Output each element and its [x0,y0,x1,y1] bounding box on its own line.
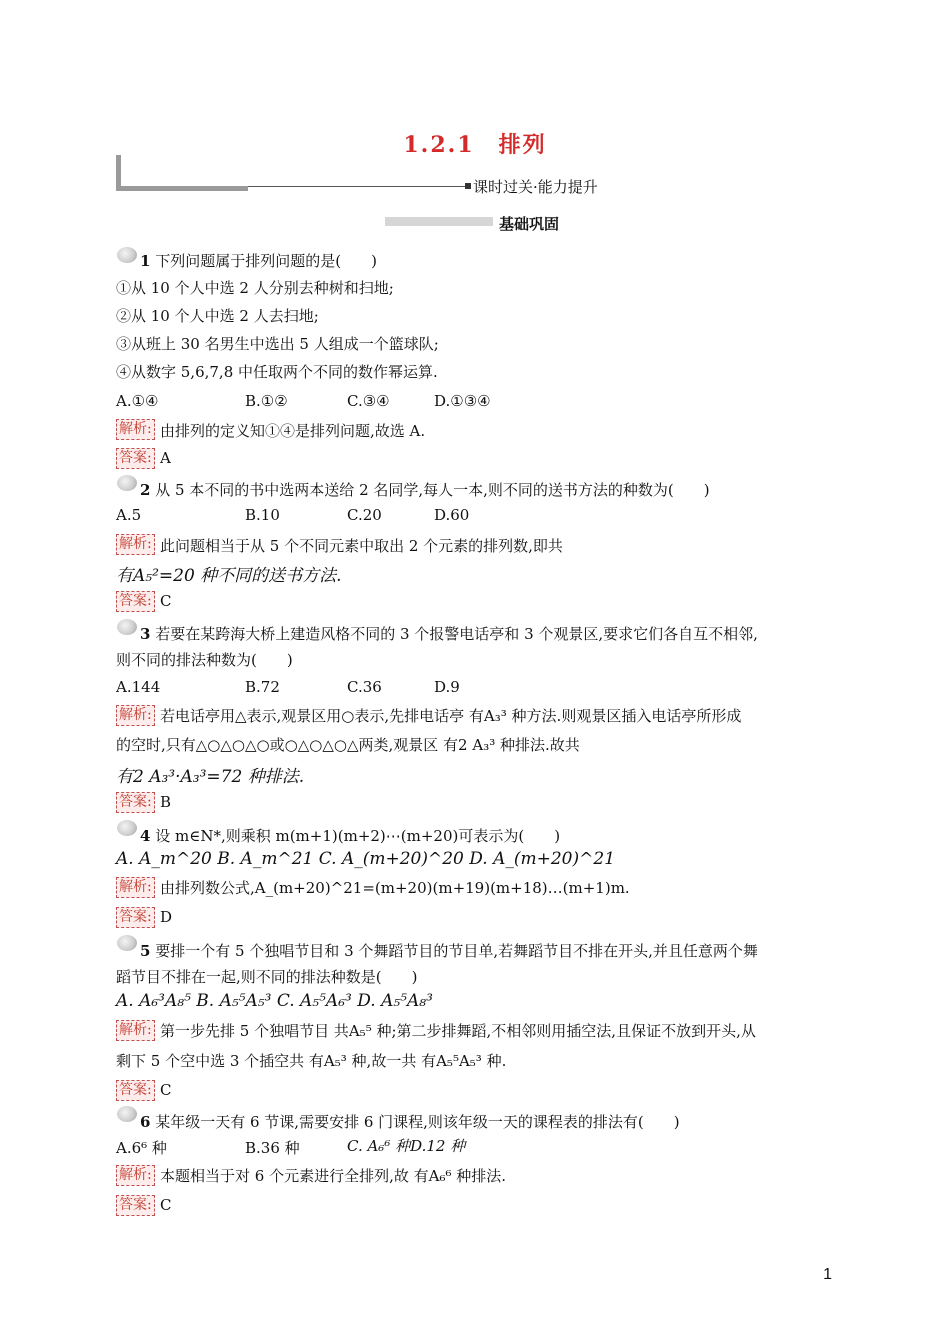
analysis-formula: 有2 A₃³·A₃³=72 种排法. [116,767,305,787]
question-number: 5 [140,942,151,960]
banner-label: 课时过关·能力提升 [473,178,598,196]
question-6-stem [140,1111,680,1132]
question-bullet-icon [117,619,137,635]
question-5-options: A. A₆³A₈⁵ B. A₅⁵A₅³ C. A₅⁵A₆³ D. A₅⁵A₈³ [116,991,433,1011]
page-title: 1.2.1 排列 [403,132,547,158]
question-number: 2 [140,481,151,499]
question-1-item: ④从数字 5,6,7,8 中任取两个不同的数作幂运算. [116,363,438,381]
question-text: 从 5 本不同的书中选两本送给 2 名同学,每人一本,则不同的送书方法的种数为( ) [155,481,710,499]
analysis-text-cont: 剩下 5 个空中选 3 个插空共 有A₅³ 种,故一共 有A₅⁵A₅³ 种. [116,1052,507,1070]
question-5-stem [140,940,758,961]
question-5-stem-cont: 蹈节目不排在一起,则不同的排法种数是( ) [116,968,418,986]
option-b: B.36 种 [245,1139,300,1157]
option-a: A.6⁶ 种 [116,1139,167,1157]
option-c: C.20 [347,506,382,524]
analysis-text: 由排列的定义知①④是排列问题,故选 A. [160,422,426,440]
answer-tag: 答案: [116,591,155,612]
question-3-stem [140,623,758,644]
question-bullet-icon [117,475,137,491]
page-number: 1 [823,1266,832,1283]
question-bullet-icon [117,820,137,836]
answer-value: D [160,908,173,926]
option-c-d: C. A₆⁶ 种D.12 种 [347,1137,466,1155]
analysis-tag: 解析: [116,1165,155,1186]
banner-bottom-bar [116,186,248,191]
option-a: A.①④ [116,392,159,410]
analysis-text: 若电话亭用△表示,观景区用○表示,先排电话亭 有A₃³ 种方法.则观景区插入电话亭所形成 [160,707,742,725]
question-1-item: ②从 10 个人中选 2 人去扫地; [116,307,319,325]
section-title: 基础巩固 [499,215,560,233]
square-bullet-icon [465,183,471,189]
option-c: C.③④ [347,392,390,410]
option-b: B.10 [245,506,280,524]
question-1-stem [140,250,377,271]
question-number: 3 [140,625,151,643]
question-text: 下列问题属于排列问题的是( ) [155,252,377,270]
analysis-text: 此问题相当于从 5 个不同元素中取出 2 个元素的排列数,即共 [160,537,563,555]
analysis-tag: 解析: [116,419,155,440]
analysis-formula: 有A₅²=20 种不同的送书方法. [116,566,342,586]
question-number: 1 [140,252,151,270]
option-d: D.①③④ [434,392,491,410]
answer-tag: 答案: [116,1080,155,1101]
question-text: 要排一个有 5 个独唱节目和 3 个舞蹈节目的节目单,若舞蹈节目不排在开头,并且任意两个舞 [155,942,758,960]
analysis-tag: 解析: [116,877,155,898]
analysis-tag: 解析: [116,1020,155,1041]
option-a: A.5 [116,506,142,524]
analysis-text: 本题相当于对 6 个元素进行全排列,故 有A₆⁶ 种排法. [160,1167,507,1185]
answer-value: C [160,592,172,610]
option-c: C.36 [347,678,382,696]
question-4-options: A. A_m^20 B. A_m^21 C. A_(m+20)^20 D. A_(m+20)^21 [116,849,616,869]
answer-tag: 答案: [116,1195,155,1216]
option-b: B.①② [245,392,288,410]
analysis-text-cont: 的空时,只有△○△○△○或○△○△○△两类,观景区 有2 A₃³ 种排法.故共 [116,736,580,754]
analysis-text: 第一步先排 5 个独唱节目 共A₅⁵ 种;第二步排舞蹈,不相邻则用插空法,且保证不放到开头,从 [160,1022,756,1040]
answer-tag: 答案: [116,792,155,813]
question-number: 6 [140,1113,151,1131]
answer-value: C [160,1081,172,1099]
option-b: B.72 [245,678,280,696]
option-d: D.60 [434,506,470,524]
question-text: 设 m∈N*,则乘积 m(m+1)(m+2)⋯(m+20)可表示为( ) [155,827,561,845]
question-1-item: ③从班上 30 名男生中选出 5 人组成一个篮球队; [116,335,439,353]
answer-value: A [160,449,171,467]
question-bullet-icon [117,1106,137,1122]
option-d: D.9 [434,678,460,696]
analysis-tag: 解析: [116,534,155,555]
answer-value: B [160,793,172,811]
question-number: 4 [140,827,151,845]
question-3-stem-cont: 则不同的排法种数为( ) [116,651,293,669]
answer-tag: 答案: [116,907,155,928]
question-bullet-icon [117,247,137,263]
section-bar [385,217,493,226]
question-4-stem [140,825,560,846]
question-text: 若要在某跨海大桥上建造风格不同的 3 个报警电话亭和 3 个观景区,要求它们各自互不相邻, [155,625,758,643]
question-bullet-icon [117,935,137,951]
question-1-item: ①从 10 个人中选 2 人分别去种树和扫地; [116,279,394,297]
banner-divider [248,186,466,187]
question-text: 某年级一天有 6 节课,需要安排 6 门课程,则该年级一天的课程表的排法有( ) [155,1113,680,1131]
question-2-stem [140,479,710,500]
option-a: A.144 [116,678,161,696]
analysis-text: 由排列数公式,A_(m+20)^21=(m+20)(m+19)(m+18)…(m+1)m. [160,879,630,897]
answer-value: C [160,1196,172,1214]
analysis-tag: 解析: [116,705,155,726]
answer-tag: 答案: [116,448,155,469]
